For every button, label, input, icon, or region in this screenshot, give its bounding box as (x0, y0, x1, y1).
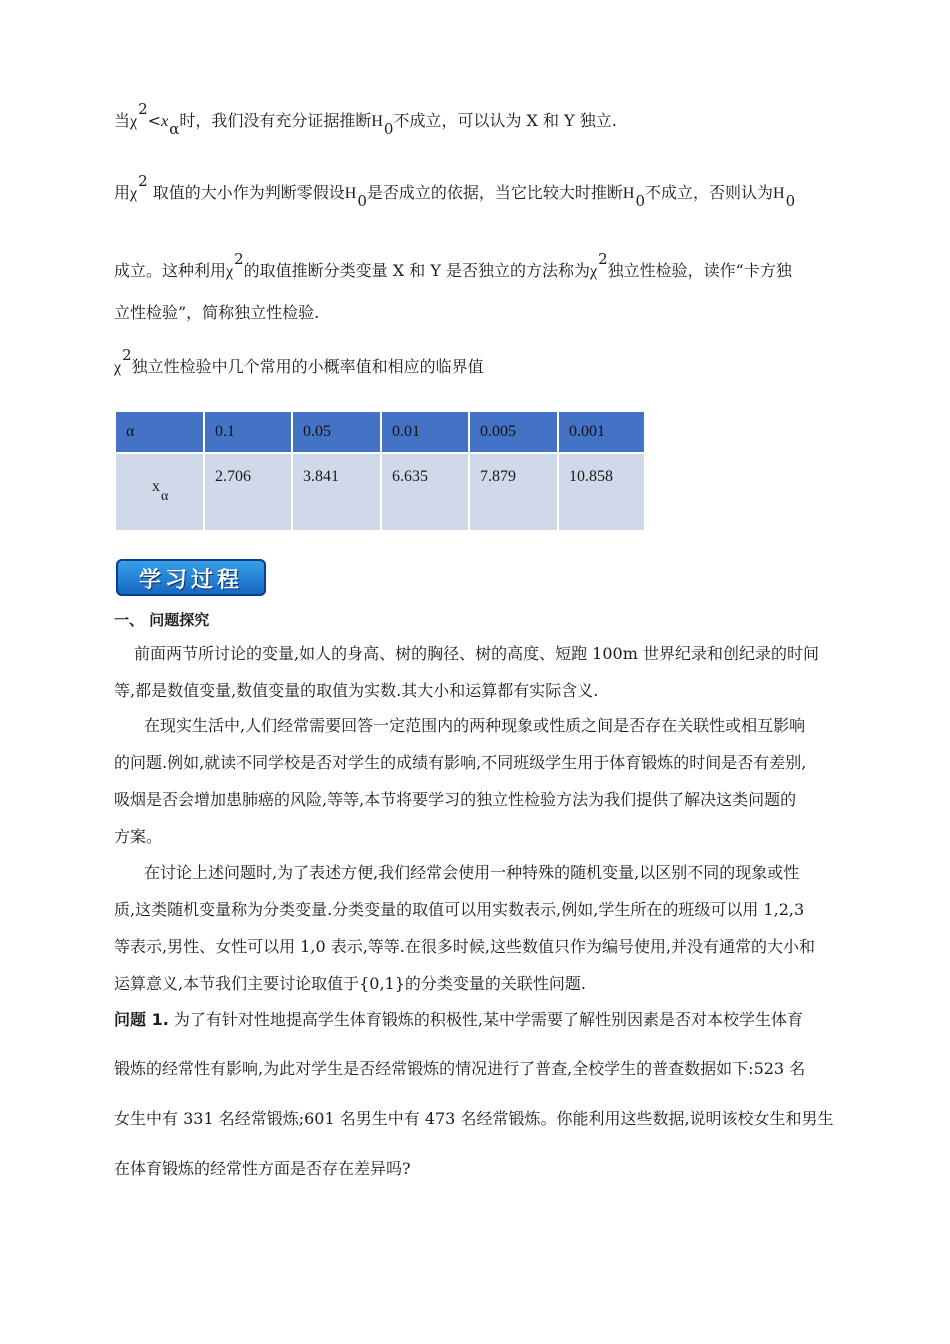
table-cell: 10.858 (558, 453, 645, 531)
paragraph-line: 质,这类随机变量称为分类变量.分类变量的取值可以用实数表示,例如,学生所在的班级可以用 1,2,3 (114, 900, 805, 919)
section-heading: 一、 问题探究 (114, 611, 210, 629)
subscript: 0 (383, 120, 394, 138)
paragraph-line: 方案。 (114, 827, 163, 846)
paragraph-line: 在现实生活中,人们经常需要回答一定范围内的两种现象或性质之间是否存在关联性或相互影响 (144, 716, 806, 735)
paragraph-line: 在讨论上述问题时,为了表述方便,我们经常会使用一种特殊的随机变量,以区别不同的现象或性 (144, 863, 800, 882)
text: 成立。这种利用 (114, 261, 227, 280)
text: < (147, 111, 162, 130)
problem-line-2: 锻炼的经常性有影响,为此对学生是否经常锻炼的情况进行了普查,全校学生的普查数据如下:523 名 (114, 1059, 806, 1078)
subscript: 0 (785, 192, 796, 210)
problem-label: 问题 1. (114, 1010, 169, 1029)
problem-line-4: 在体育锻炼的经常性方面是否存在差异吗? (114, 1159, 411, 1178)
text: 的取值推断分类变量 X 和 Y 是否独立的方法称为 (243, 261, 590, 280)
superscript: 2 (598, 250, 608, 268)
table-cell: 2.706 (204, 453, 292, 531)
h-symbol: H (622, 185, 635, 202)
paragraph-line: 运算意义,本节我们主要讨论取值于{0,1}的分类变量的关联性问题. (114, 974, 586, 993)
intro-line-1 (114, 100, 617, 138)
h-symbol: H (371, 113, 383, 130)
paragraph-line: 的问题.例如,就读不同学校是否对学生的成绩有影响,不同班级学生用于体育锻炼的时间是否有差别, (114, 753, 807, 772)
table-cell: 7.879 (469, 453, 558, 531)
paragraph-line: 等,都是数值变量,数值变量的取值为实数.其大小和运算都有实际含义. (114, 681, 599, 700)
superscript: 2 (138, 100, 148, 118)
text: 取值的大小作为判断零假设 (152, 183, 345, 202)
chi-symbol: χ (589, 263, 598, 280)
superscript: 2 (122, 346, 132, 364)
paragraph-line: 前面两节所讨论的变量,如人的身高、树的胸径、树的高度、短跑 100m 世界纪录和创纪录的时间 (134, 644, 819, 663)
section-banner (116, 559, 266, 596)
subscript: α (161, 489, 169, 504)
text: 不成立，否则认为 (645, 183, 774, 202)
x-symbol: x (152, 478, 160, 495)
problem-line-3: 女生中有 331 名经常锻炼;601 名男生中有 473 名经常锻炼。你能利用这些数据,说明该校女生和男生 (114, 1109, 834, 1128)
text: 不成立，可以认为 X 和 Y 独立. (393, 111, 617, 130)
chi-symbol: χ (130, 113, 138, 130)
h-symbol: H (773, 185, 785, 202)
text: 独立性检验，读作“卡方独 (607, 261, 792, 280)
problem-line-1 (114, 1009, 803, 1031)
table-header-cell: 0.005 (469, 411, 558, 453)
text: 是否成立的依据，当它比较大时推断 (366, 183, 623, 202)
table-cell: 3.841 (292, 453, 381, 531)
table-header-cell: 0.05 (292, 411, 381, 453)
subscript: 0 (357, 192, 367, 210)
chi-symbol: χ (226, 263, 234, 280)
x-symbol: x (161, 113, 169, 130)
subscript: α (169, 120, 180, 138)
superscript: 2 (234, 250, 244, 268)
table-caption (114, 346, 484, 379)
text: 时，我们没有充分证据推断 (179, 111, 372, 130)
h-symbol: H (344, 185, 357, 202)
table-header-cell: α (115, 411, 204, 453)
table-header-cell: 0.01 (381, 411, 469, 453)
table-row-label (115, 453, 204, 531)
intro-line-2 (114, 172, 796, 210)
banner-label: 学习过程 (138, 568, 243, 593)
subscript: 0 (635, 192, 646, 210)
table-header-cell: 0.1 (204, 411, 292, 453)
paragraph-line: 等表示,男性、女性可以用 1,0 表示,等等.在很多时候,这些数值只作为编号使用,并没有通常的大小和 (114, 937, 816, 956)
paragraph-line: 吸烟是否会增加患肺癌的风险,等等,本节将要学习的独立性检验方法为我们提供了解决这类问题的 (114, 790, 797, 809)
intro-line-3 (114, 250, 792, 283)
table-row (115, 453, 645, 531)
superscript: 2 (138, 172, 148, 190)
table-cell: 6.635 (381, 453, 469, 531)
chi-symbol: χ (130, 185, 138, 202)
table-header-cell: 0.001 (558, 411, 645, 453)
text: 用 (114, 183, 131, 202)
critical-value-table (114, 410, 646, 532)
table-header-row (115, 411, 645, 453)
text: 独立性检验中几个常用的小概率值和相应的临界值 (131, 357, 484, 376)
chi-symbol: χ (114, 359, 122, 376)
text: 当 (114, 111, 131, 130)
text: 为了有针对性地提高学生体育锻炼的积极性,某中学需要了解性别因素是否对本校学生体育 (173, 1010, 803, 1029)
intro-line-4: 立性检验”，简称独立性检验. (114, 303, 320, 322)
